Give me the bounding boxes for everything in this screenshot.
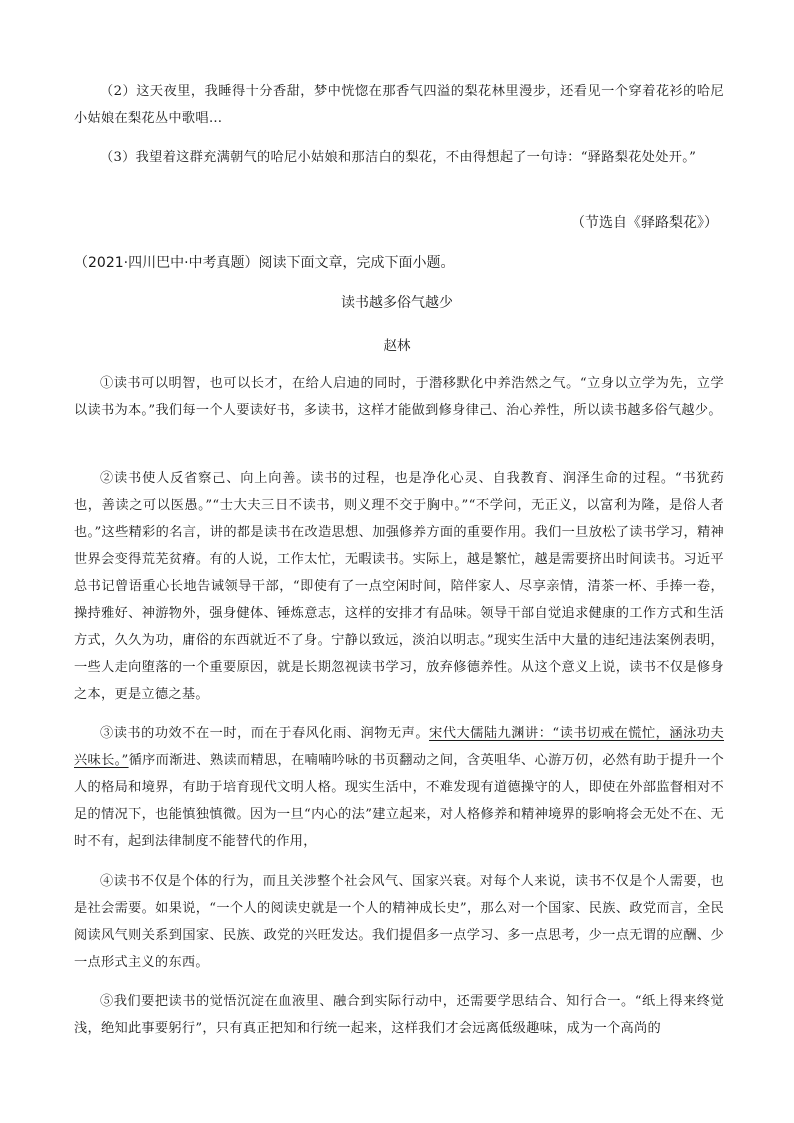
article-paragraph-1: ①读书可以明智，也可以长才，在给人启迪的同时，于潜移默化中养浩然之气。“立身以立学为先，立学以读书为本。”我们每一个人要读好书，多读书，这样才能做到修身律己、治心养性，所以读书越多俗气越少。 (74, 376, 724, 418)
article-paragraph-5: ⑤我们要把读书的觉悟沉淀在血液里、融合到实际行动中，还需要学思结合、知行合一。“纸上得来终觉浅，绝知此事要躬行”，只有真正把知和行统一起来，这样我们才会远离低级趣味，成为一个高尚的 (74, 994, 724, 1036)
article-author: 赵林 (383, 338, 411, 354)
paragraph-3-rest: 循序而渐进、熟读而精思，在喃喃吟咏的书页翻动之间，含英咀华、心游万仞，必然有助于提升一个人的格局和境界，有助于培育现代文明人格。现实生活中，不难发现有道德操守的人，即使在外部监督相对不足的情况下，也能慎独慎微。因为一旦“内心的法”建立起来，对人格修养和精神境界的影响将会无处不在、无时不有，起到法律制度不能替代的作用， (74, 753, 724, 849)
paragraph-3-lead: ③读书的功效不在一时，而在于春风化雨、润物无声。 (100, 726, 430, 741)
article-paragraph-2: ②读书使人反省察己、向上向善。读书的过程，也是净化心灵、自我教育、润泽生命的过程。“书犹药也，善读之可以医愚。”“士大夫三日不读书，则义理不交于胸中。”“不学问，无正义，以富利为隆，是俗人者也。”这些精彩的名言，讲的都是读书在改造思想、加强修养方面的重要作用。我们一旦放松了读书学习，精神世界会变得荒芜贫瘠。有的人说，工作太忙，无暇读书。实际上，越是繁忙，越是需要挤出时间读书。习近平总书记曾语重心长地告诫领导干部，“即使有了一点空闲时间，陪伴家人、尽享亲情，清茶一杯、手捧一卷，操持雅好、神游物外，强身健体、锤炼意志，这样的安排才有品味。领导干部自觉追求健康的工作方式和生活方式，久久为功，庸俗的东西就近不了身。宁静以致远，淡泊以明志。”现实生活中大量的违纪违法案例表明，一些人走向堕落的一个重要原因，就是长期忽视读书学习，放弃修德养性。从这个意义上说，读书不仅是修身之本，更是立德之基。 (74, 471, 724, 702)
article-title: 读书越多俗气越少 (341, 295, 453, 311)
prev-paragraph-2: （2）这天夜里，我睡得十分香甜，梦中恍惚在那香气四溢的梨花林里漫步，还看见一个穿着花衫的哈尼小姑娘在梨花丛中歌唱… (74, 84, 724, 126)
article-paragraph-4: ④读书不仅是个体的行为，而且关涉整个社会风气、国家兴衰。对每个人来说，读书不仅是个人需要，也是社会需要。如果说，“一个人的阅读史就是一个人的精神成长史”，那么对一个国家、民族、政党而言，全民阅读风气则关系到国家、民族、政党的兴旺发达。我们提倡多一点学习、多一点思考，少一点无谓的应酬、少一点形式主义的东西。 (74, 874, 724, 970)
source-note: （节选自《驿路梨花》） (571, 215, 718, 231)
article-paragraph-3 (74, 720, 724, 855)
question-intro: （2021·四川巴中·中考真题）阅读下面文章，完成下面小题。 (74, 255, 455, 271)
prev-paragraph-3: （3）我望着这群充满朝气的哈尼小姑娘和那洁白的梨花，不由得想起了一句诗：“驿路梨花处处开。” (100, 150, 697, 165)
underlined-sentence: 宋代大儒陆九渊讲：“读书切戒在慌忙，涵泳功夫兴味长。” (74, 726, 724, 768)
